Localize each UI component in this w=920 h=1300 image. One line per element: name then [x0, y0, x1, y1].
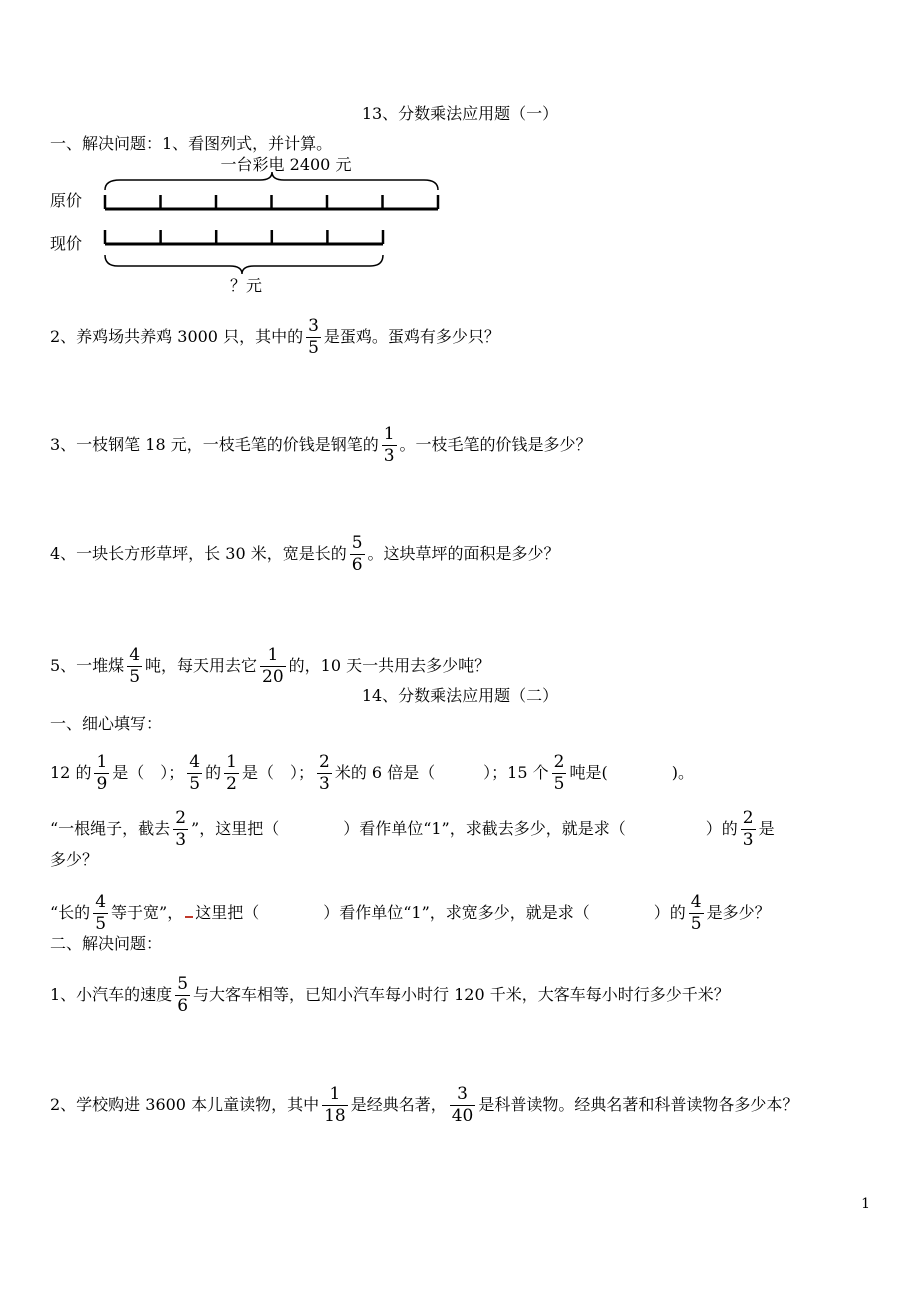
fill-in-line-2: “一根绳子，截去 $\frac{2}{3}$ ”，这里把（ ）看作单位“1”，求截去多少，就是求（ ）的 $\frac{2}{3}$ 是	[50, 808, 775, 850]
question-3: 3、一枝钢笔 18 元，一枝毛笔的价钱是钢笔的 $\frac{1}{3}$ 。一枝毛笔的价钱是多少？	[50, 424, 592, 466]
question-2: 2、养鸡场共养鸡 3000 只，其中的 $\frac{3}{5}$ 是蛋鸡。蛋鸡有多少只？	[50, 316, 500, 358]
diagram-top-label: 一台彩电 2400 元	[220, 155, 352, 174]
question-4: 4、一块长方形草坪，长 30 米，宽是长的 $\frac{5}{6}$ 。这块草坪的面积是多少？	[50, 533, 560, 575]
solve-header: 二、解决问题：	[50, 934, 163, 953]
problem-2: 2、学校购进 3600 本儿童读物，其中 $\frac{1}{18}$ 是经典名著， $\frac{3}{40}$ 是科普读物。经典名著和科普读物各多少本？	[50, 1084, 799, 1126]
fraction: $\frac{5}{6}$	[351, 533, 363, 575]
current-price-ticks	[105, 230, 383, 244]
title-lesson-13: 13、分数乘法应用题（一）	[361, 104, 559, 123]
fraction: $\frac{1}{3}$	[383, 424, 395, 466]
fill-in-line-3: “长的 $\frac{4}{5}$ 等于宽”， 这里把（ ）看作单位“1”，求宽多少，就是求（ ）的 $\frac{4}{5}$ 是多少？	[50, 892, 771, 934]
original-price-label: 原价	[50, 191, 83, 210]
line-segment-diagram	[0, 0, 920, 300]
fraction: $\frac{4}{5}$	[129, 645, 141, 687]
fraction: $\frac{1}{20}$	[262, 645, 284, 687]
fill-in-header: 一、细心填写：	[50, 714, 163, 733]
red-underline-mark	[185, 902, 193, 918]
current-price-label: 现价	[50, 234, 83, 253]
problem-1: 1、小汽车的速度 $\frac{5}{6}$ 与大客车相等，已知小汽车每小时行 120 千米，大客车每小时行多少千米？	[50, 974, 730, 1016]
top-brace	[105, 172, 438, 190]
fill-in-line-2-cont: 多少？	[50, 850, 99, 869]
question-5: 5、一堆煤 $\frac{4}{5}$ 吨，每天用去它 $\frac{1}{20}$ 的，10 天一共用去多少吨？	[50, 645, 491, 687]
section-1-header: 一、解决问题：1、看图列式，并计算。	[50, 134, 333, 153]
diagram-bottom-label: ？元	[229, 276, 263, 295]
fill-in-line-1: 12 的 $\frac{1}{9}$ 是（ ）； $\frac{4}{5}$ 的 $\frac{1}{2}$ 是（ ）； $\frac{2}{3}$ 米的 6 倍是（ ）；15 个 $\frac{2}{5}$ 吨是( )。	[50, 752, 694, 794]
fraction: $\frac{3}{5}$	[308, 316, 319, 358]
page-number: 1	[861, 1196, 870, 1212]
original-price-ticks	[105, 195, 438, 209]
bottom-brace	[105, 255, 383, 274]
title-lesson-14: 14、分数乘法应用题（二）	[361, 686, 559, 705]
